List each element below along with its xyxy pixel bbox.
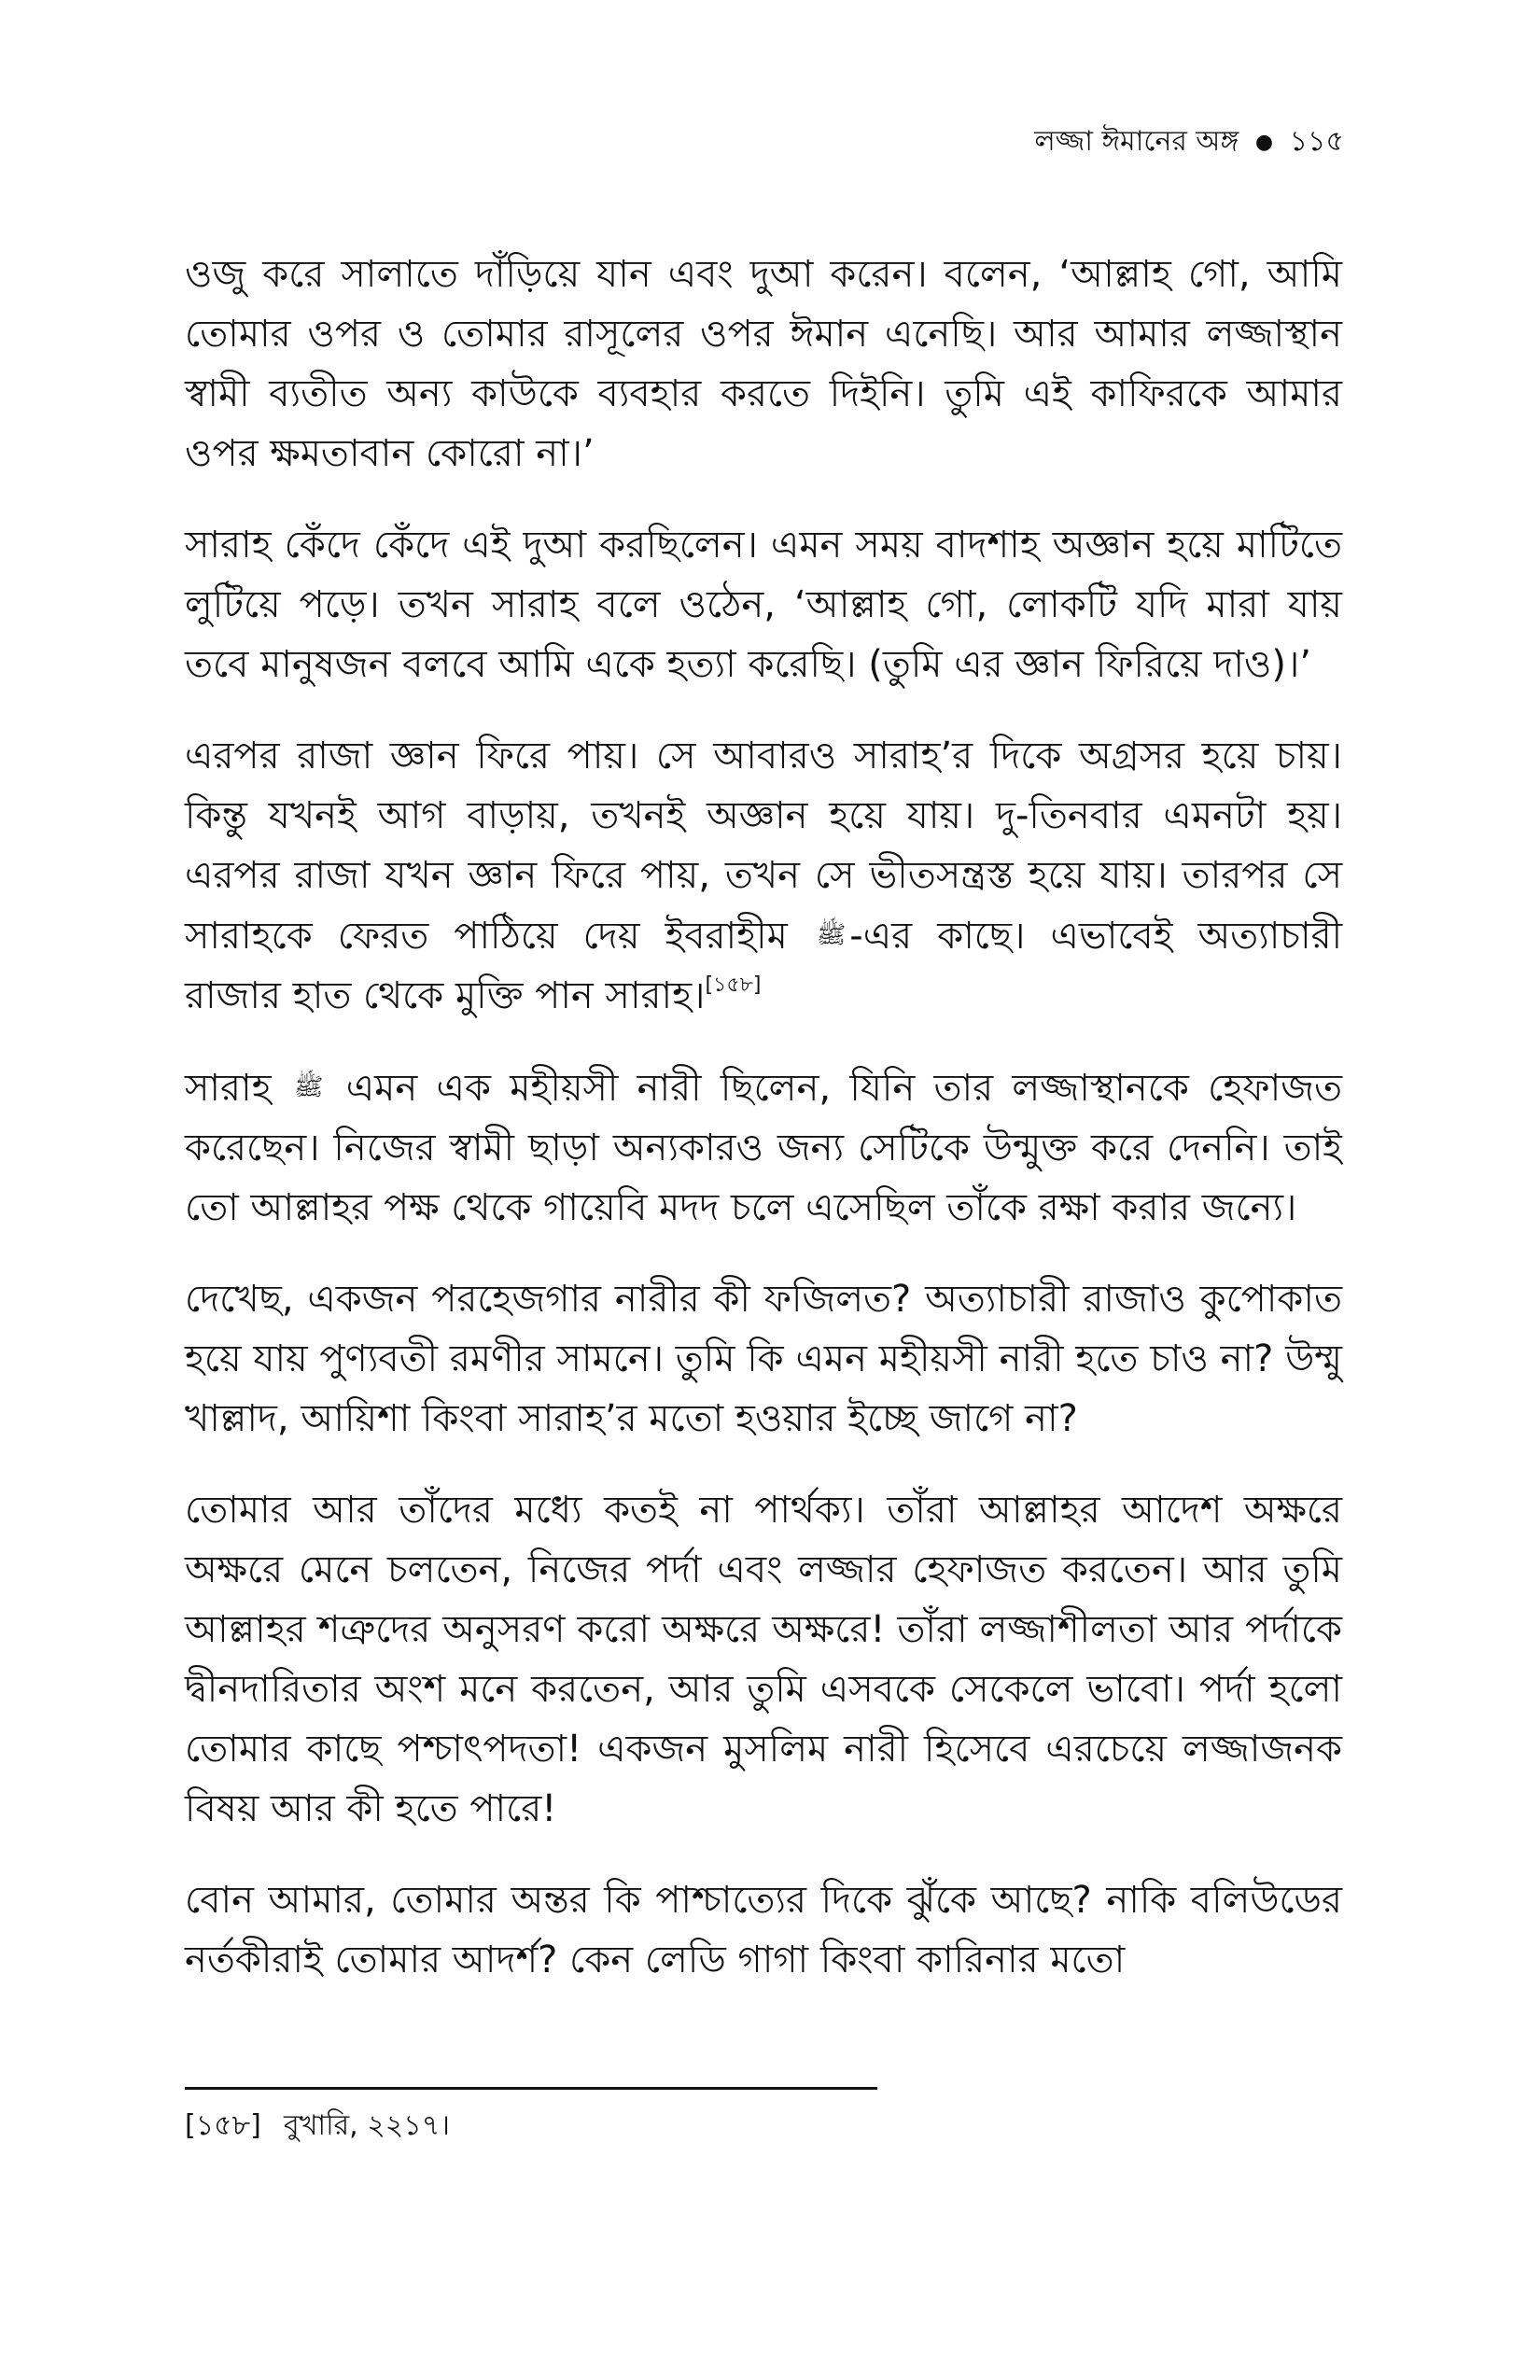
footnote [185, 2106, 450, 2147]
paragraph-2: সারাহ কেঁদে কেঁদে এই দুআ করছিলেন। এমন সময় বাদশাহ অজ্ঞান হয়ে মাটিতে লুটিয়ে পড়ে। তখন সারাহ বলে ওঠেন, ‘আল্লাহ গো, লোকটি যদি মারা যায় তবে মানুষজন বলবে আমি একে হত্যা করেছি। (তুমি এর জ্ঞান ফিরিয়ে দাও)।’ [185, 524, 1342, 686]
paragraph-7: বোন আমার, তোমার অন্তর কি পাশ্চাত্যের দিকে ঝুঁকে আছে? নাকি বলিউডের নর্তকীরাই তোমার আদর্শ? কেন লেডি গাগা কিংবা কারিনার মতো [185, 1879, 1342, 1981]
salutation-icon: ﷺ [816, 921, 847, 949]
footnote-reference[interactable]: [১৫৮] [705, 973, 762, 997]
main-text [185, 245, 1342, 2022]
header-separator: ● [1254, 131, 1274, 154]
footnote-divider [185, 2087, 877, 2090]
paragraph-4 [185, 1057, 1342, 1238]
paragraph-3 [185, 726, 1342, 1026]
paragraph-3-part-2: -এর কাছে। এভাবেই অত্যাচারী রাজার হাত থেকে মুক্তি পান সারাহ। [185, 915, 1343, 1017]
page-number: ১১৫ [1289, 125, 1344, 158]
running-header [1034, 123, 1344, 161]
paragraph-4-part-2: এমন এক মহীয়সী নারী ছিলেন, যিনি তার লজ্জাস্থানকে হেফাজত করেছেন। নিজের স্বামী ছাড়া অন্যকারও জন্য সেটিকে উন্মুক্ত করে দেননি। তাই তো আল্লাহর পক্ষ থেকে গায়েবি মদদ চলে এসেছিল তাঁকে রক্ষা করার জন্যে। [185, 1067, 1343, 1229]
paragraph-6: তোমার আর তাঁদের মধ্যে কতই না পার্থক্য। তাঁরা আল্লাহর আদেশ অক্ষরে অক্ষরে মেনে চলতেন, নিজের পর্দা এবং লজ্জার হেফাজত করতেন। আর তুমি আল্লাহর শত্রুদের অনুসরণ করো অক্ষরে অক্ষরে! তাঁরা লজ্জাশীলতা আর পর্দাকে দ্বীনদারিতার অংশ মনে করতেন, আর তুমি এসবকে সেকেলে ভাবো। পর্দা হলো তোমার কাছে পশ্চাৎপদতা! একজন মুসলিম নারী হিসেবে এরচেয়ে লজ্জাজনক বিষয় আর কী হতে পারে! [185, 1489, 1342, 1830]
salutation-icon: ﷺ [293, 1073, 324, 1101]
footnote-marker: [১৫৮] [185, 2109, 261, 2142]
paragraph-4-part-1: সারাহ [185, 1067, 272, 1110]
paragraph-1: ওজু করে সালাতে দাঁড়িয়ে যান এবং দুআ করেন। বলেন, ‘আল্লাহ গো, আমি তোমার ওপর ও তোমার রাসূলের ওপর ঈমান এনেছি। আর আমার লজ্জাস্থান স্বামী ব্যতীত অন্য কাউকে ব্যবহার করতে দিইনি। তুমি এই কাফিরকে আমার ওপর ক্ষমতাবান কোরো না।’ [185, 253, 1342, 475]
paragraph-3-part-1: এরপর রাজা জ্ঞান ফিরে পায়। সে আবারও সারাহ’র দিকে অগ্রসর হয়ে চায়। কিন্তু যখনই আগ বাড়ায়, তখনই অজ্ঞান হয়ে যায়। দু-তিনবার এমনটা হয়। এরপর রাজা যখন জ্ঞান ফিরে পায়, তখন সে ভীতসন্ত্রস্ত হয়ে যায়। তারপর সে সারাহকে ফেরত পাঠিয়ে দেয় ইবরাহীম [185, 735, 1342, 958]
footnote-text: বুখারি, ২২১৭। [284, 2109, 450, 2142]
header-title: লজ্জা ঈমানের অঙ্গ [1034, 125, 1239, 158]
paragraph-5: দেখেছ, একজন পরহেজগার নারীর কী ফজিলত? অত্যাচারী রাজাও কুপোকাত হয়ে যায় পুণ্যবতী রমণীর সামনে। তুমি কি এমন মহীয়সী নারী হতে চাও না? উম্মু খাল্লাদ, আয়িশা কিংবা সারাহ’র মতো হওয়ার ইচ্ছে জাগে না? [185, 1278, 1342, 1440]
